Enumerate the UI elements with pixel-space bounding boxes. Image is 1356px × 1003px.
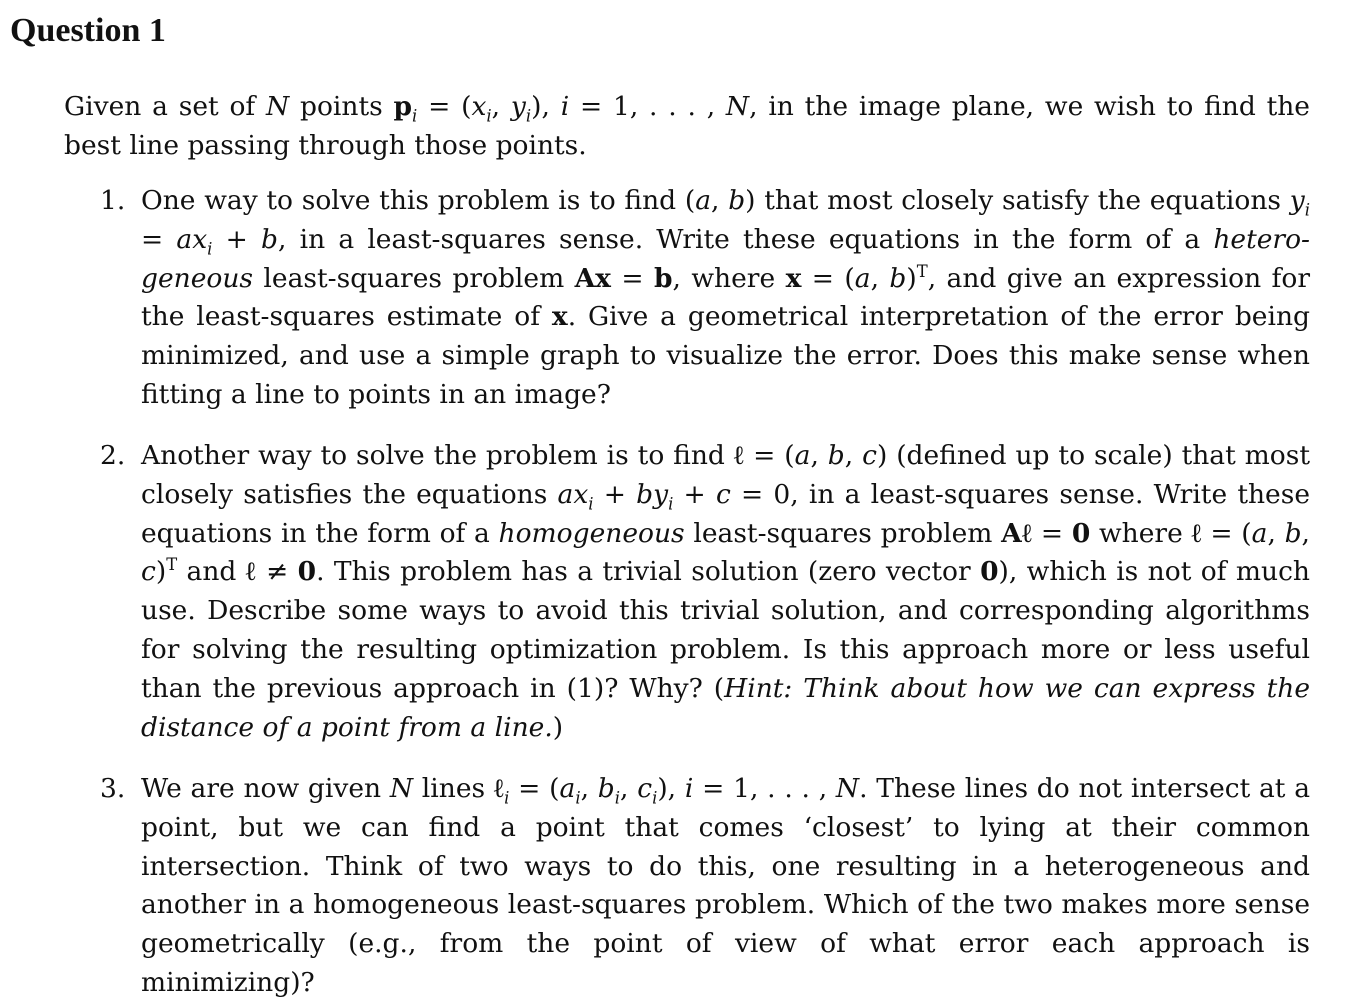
question-title: Question 1	[10, 12, 166, 49]
list-item-3	[100, 770, 1310, 1003]
list-item-2	[100, 437, 1310, 747]
list-item-text: We are now given N lines ℓ$_i$ = ($a_i$, $b_i$, $c_i$), i = 1, . . . , N. These lines do not intersect at a point, but we can find a point that comes ‘closest’ to lying at their common intersection. Think of two ways to do this, one resulting in a heterogeneous and another in a homogeneous least-squares problem. Which of the two makes more sense geometrically (e.g., from the point of view of what error each approach is minimizing)?	[141, 773, 1311, 998]
intro-paragraph: Given a set of N points $p_i = (x_i$, $y_i$), i = 1, . . . , N, in the image plane, we wish to find the best line passing through those points.	[64, 91, 1310, 161]
list-number: 2.	[100, 440, 126, 471]
list-item-1	[100, 182, 1310, 415]
list-number: 3.	[100, 773, 126, 804]
list-item-text: Another way to solve the problem is to find ℓ = (a, b, c) (defined up to scale) that most closely satisfies the equations $ax_i + by_i + c = 0$, in a least-squares sense. Write these equations in the form of a homogeneous least-squares problem Aℓ = 0 where ℓ = (a, b, c)$^T$ and ℓ ≠ 0. This problem has a trivial solution (zero vector 0), which is not of much use. Describe some ways to avoid this trivial solution, and corresponding algorithms for solving the resulting optimization problem. Is this approach more or less useful than the previous approach in (1)? Why? (Hint: Think about how we can express the distance of a point from a line.)	[141, 440, 1311, 743]
list-number: 1.	[100, 185, 126, 216]
list-item-text: One way to solve this problem is to find (a, b) that most closely satisfy the equations $y_i = ax_i + b$, in a least-squares sense. Write these equations in the form of a hetero-geneous least-squares problem Ax = b, where x = (a, b)$^T$, and give an expression for the least-squares estimate of x. Give a geometrical interpretation of the error being minimized, and use a simple graph to visualize the error. Does this make sense when fitting a line to points in an image?	[141, 185, 1310, 410]
